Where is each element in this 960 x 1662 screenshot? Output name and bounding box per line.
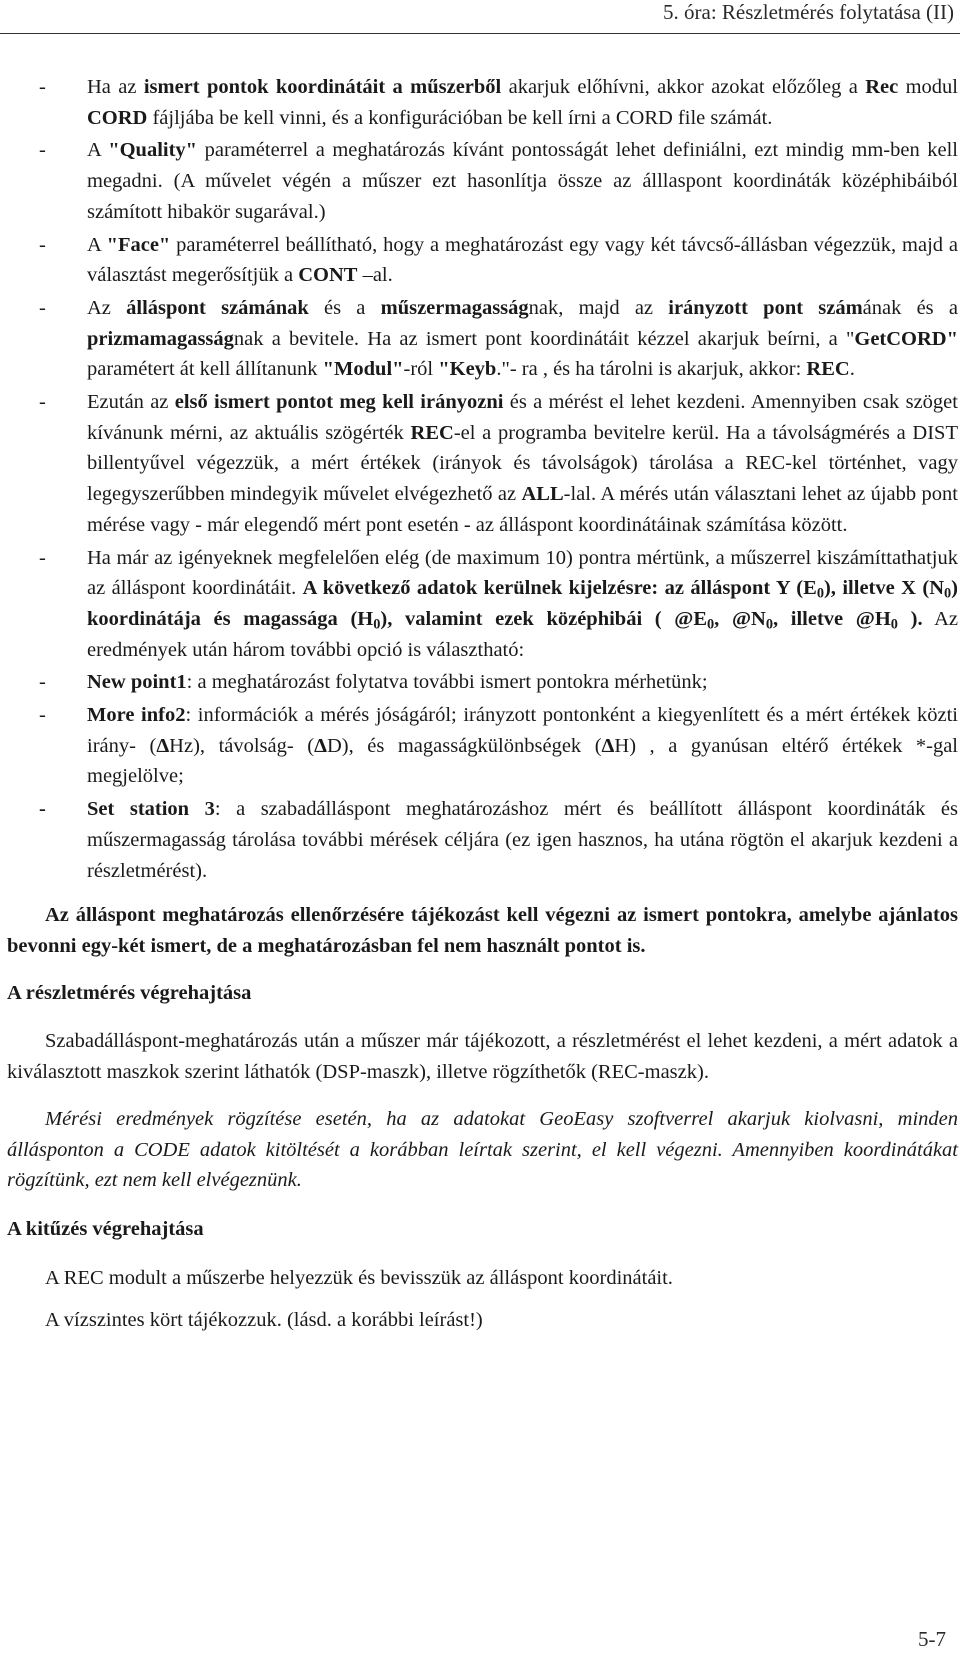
- staking-step-2: A vízszintes kört tájékozzuk. (lásd. a korábbi leírást!): [45, 1309, 483, 1332]
- option-item-text: More info2: információk a mérés jóságáról; irányzott pontonként a kiegyenlített és a mért értékek közti irány- (ΔHz), távolság- (ΔD), és magasságkülönbségek (ΔH) , a gyanúsan eltérő értékek *-gal megjelölve;: [87, 704, 958, 788]
- list-dash: -: [39, 798, 46, 821]
- list-item: [7, 135, 958, 227]
- list-item: [7, 387, 958, 541]
- option-item: [7, 794, 958, 886]
- list-item: [7, 72, 958, 133]
- staking-step-1: A REC modult a műszerbe helyezzük és bevisszük az álláspont koordinátáit.: [45, 1266, 673, 1289]
- detail-survey-paragraph: Szabadálláspont-meghatározás után a műszer már tájékozott, a részletmérést el lehet kezdeni, a mért adatok a kiválasztott maszkok szerint láthatók (DSP-maszk), illetve rögzíthetők (REC-maszk).: [7, 1030, 958, 1084]
- option-item-text: Set station 3: a szabadálláspont meghatározáshoz mért és beállított álláspont koordináták és műszermagasság tárolása további mérések céljára (ez igen hasznos, ha utána rögtön el akarjuk kezdeni a részletmérést).: [87, 798, 958, 882]
- option-item: [7, 667, 958, 698]
- list-item-text: A "Quality" paraméterrel a meghatározás kívánt pontosságát lehet definiálni, ezt mindig mm-ben kell megadni. (A művelet végén a műszer ezt hasonlítja össze az álllaspont koordináták középhibáiból számított hibakör sugarával.): [87, 139, 958, 223]
- option-item-text: New point1: a meghatározást folytatva további ismert pontokra mérhetünk;: [87, 671, 708, 694]
- list-item: [7, 230, 958, 291]
- list-item-text: Ha az ismert pontok koordinátáit a műszerből akarjuk előhívni, akkor azokat előzőleg a Rec modul CORD fájljába be kell vinni, és a konfigurációban be kell írni a CORD file számát.: [87, 76, 958, 129]
- list-dash: -: [39, 546, 46, 569]
- verification-note: Az álláspont meghatározás ellenőrzésére tájékozást kell végezni az ismert pontokra, amelybe ajánlatos bevonni egy-két ismert, de a meghatározásban fel nem használt pontot is.: [7, 904, 958, 957]
- list-dash: -: [39, 233, 46, 256]
- list-item: [7, 543, 958, 666]
- list-dash: -: [39, 671, 46, 694]
- list-dash: -: [39, 704, 46, 727]
- list-dash: -: [39, 296, 46, 319]
- list-item-text: Ezután az első ismert pontot meg kell irányozni és a mérést el lehet kezdeni. Amennyiben csak szöget kívánunk mérni, az aktuális szögérték REC-el a programba bevitelre kerül. Ha a távolságmérés a DIST billentyűvel végezzük, a mért értékek (irányok és távolságok) tárolása a REC-kel történhet, vagy legegyszerűbben mindegyik művelet elvégezhető az ALL-lal. A mérés után választani lehet az újabb pont mérése vagy - már elegendő mért pont esetén - az álláspont koordinátáinak számítása között.: [87, 391, 958, 536]
- list-item-text: Ha már az igényeknek megfelelően elég (de maximum 10) pontra mértünk, a műszerrel kiszámíttathatjuk az álláspont koordinátáit. A következő adatok kerülnek kijelzésre: az álláspont Y $(E_0)$, illetve X $(N_0)$ koordinátája és magassága $(H_0)$, valamint ezek középhibái ( $@E_0$, $@N_0$, illetve $@H_0$ ). Az eredmények után három további opció is választható:: [87, 546, 958, 661]
- page-number: 5-7: [918, 1627, 946, 1651]
- list-item-text: Az álláspont számának és a műszermagasságnak, majd az irányzott pont számának és a prizmamagasságnak a bevitele. Ha az ismert pont koordinátáit kézzel akarjuk beírni, a "GetCORD" paramétert át kell állítanunk "Modul"-ról "Keyb."- ra , és ha tárolni is akarjuk, akkor: REC.: [87, 296, 958, 381]
- list-dash: -: [39, 139, 46, 162]
- page-header-title: 5. óra: Részletmérés folytatása (II): [663, 0, 954, 24]
- header-divider: [0, 33, 960, 34]
- list-item: [7, 293, 958, 385]
- list-item-text: A "Face" paraméterrel beállítható, hogy a meghatározást egy vagy két távcső-állásban végezzük, majd a választást megerősítjük a CONT –al.: [87, 233, 958, 287]
- section-heading-detail-survey: A részletmérés végrehajtása: [7, 981, 252, 1004]
- document-body: [7, 72, 958, 1348]
- list-dash: -: [39, 391, 46, 414]
- recording-note: Mérési eredmények rögzítése esetén, ha az adatokat GeoEasy szoftverrel akarjuk kiolvasni, minden állásponton a CODE adatok kitöltését a korábban leírtak szerint, el kell végezni. Amennyiben koordinátákat rögzítünk, ezt nem kell elvégeznünk.: [7, 1107, 958, 1192]
- section-heading-staking-out: A kitűzés végrehajtása: [7, 1217, 204, 1240]
- list-dash: -: [39, 76, 46, 98]
- option-item: [7, 700, 958, 792]
